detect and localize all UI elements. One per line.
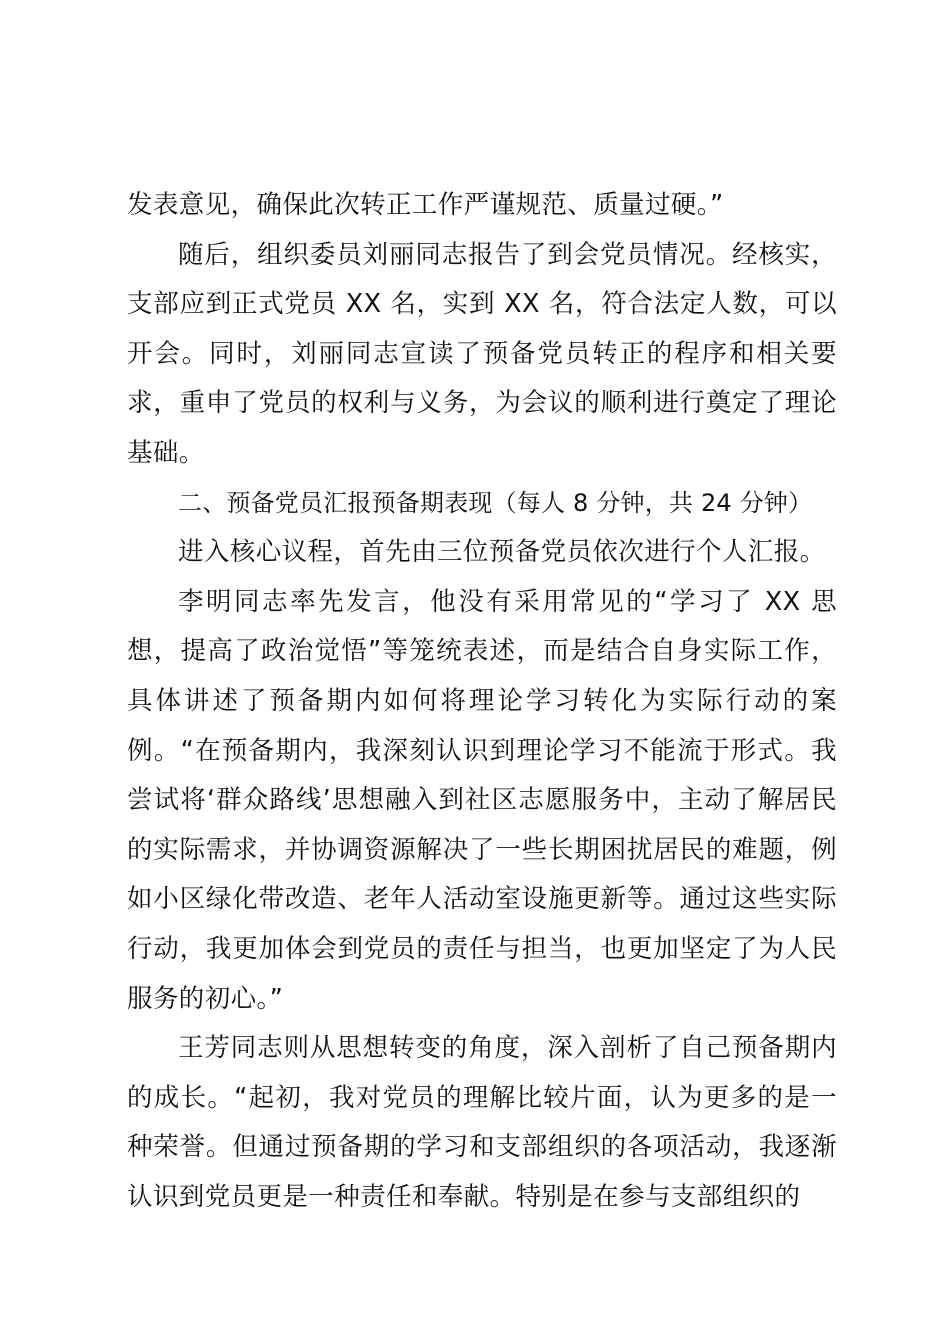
paragraph-continuation: 发表意见，确保此次转正工作严谨规范、质量过硬。” — [127, 190, 724, 220]
document-body — [127, 181, 837, 1222]
paragraph-core-agenda: 进入核心议程，首先由三位预备党员依次进行个人汇报。 — [178, 537, 826, 568]
paragraph-wang-fang-report: 王芳同志则从思想转变的角度，深入剖析了自己预备期内的成长。“起初，我对党员的理解比较片面，认为更多的是一种荣誉。但通过预备期的学习和支部组织的各项活动，我逐渐认识到党员更是一种责任和奉献。特别是在参与支部组织的 — [127, 1033, 837, 1212]
section-heading-2: 二、预备党员汇报预备期表现（每人 8 分钟，共 24 分钟） — [178, 488, 813, 517]
paragraph-attendance-report: 随后，组织委员刘丽同志报告了到会党员情况。经核实，支部应到正式党员 XX 名，实到 XX 名，符合法定人数，可以开会。同时，刘丽同志宣读了预备党员转正的程序和相关要求，重申了党员的权利与义务，为会议的顺利进行奠定了理论基础。 — [127, 239, 837, 468]
paragraph-li-ming-report: 李明同志率先发言，他没有采用常见的“学习了 XX 思想，提高了政治觉悟”等笼统表述，而是结合自身实际工作，具体讲述了预备期内如何将理论学习转化为实际行动的案例。“在预备期内，我深刻认识到理论学习不能流于形式。我尝试将‘群众路线’思想融入到社区志愿服务中，主动了解居民的实际需求，并协调资源解决了一些长期困扰居民的难题，例如小区绿化带改造、老年人活动室设施更新等。通过这些实际行动，我更加体会到党员的责任与担当，也更加坚定了为人民服务的初心。” — [127, 586, 837, 1014]
